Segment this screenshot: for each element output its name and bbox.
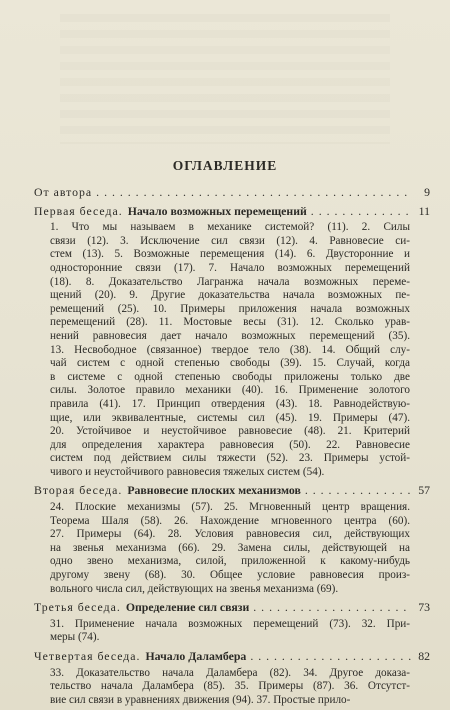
toc-leader-dots	[305, 484, 412, 498]
toc-entry	[34, 186, 430, 200]
toc-contents-line: правила (41). 17. Принцип отвердения (43). 18. Равнодействую-	[50, 397, 410, 410]
toc-leader-dots	[96, 186, 412, 200]
show-through-texture	[60, 14, 390, 144]
toc-contents-line: вие сил связи в уравнениях движения (94). 37. Простые прило-	[50, 693, 351, 706]
toc-entry	[34, 484, 430, 498]
toc-contents-line: ремещений (25). 10. Примеры приложения начала возможных	[50, 302, 410, 315]
toc-contents-line: для определения характера равновесия (50). 22. Равновесие	[50, 438, 410, 451]
toc-leader-dots	[253, 601, 412, 615]
toc-contents-line: меры (74).	[50, 631, 100, 644]
toc-entry-contents	[50, 221, 410, 479]
toc-entry	[34, 205, 430, 219]
toc-contents-line: односторонние связи (17). 7. Начало возможных перемещений	[50, 261, 410, 274]
toc-entry	[34, 650, 430, 664]
toc-contents-line: (18). 8. Доказательство Лагранжа начала возможных переме-	[50, 275, 410, 288]
toc-entry-title: Начало Даламбера	[145, 649, 247, 663]
toc-contents-line: щений (20). 9. Другие доказательства начала возможных пе-	[50, 289, 410, 302]
toc-entry-title: Определение сил связи	[125, 600, 250, 615]
toc-entry-title: Равновесие плоских механизмов	[127, 483, 301, 498]
toc-contents-line: вольного числа сил, действующих на звенья механизма (69).	[50, 582, 339, 595]
toc-contents-line: связи (12). 3. Исключение сил связи (12). 4. Равновесие си-	[50, 234, 410, 247]
toc-contents-line: нений равновесия дает начало возможных перемещений (35).	[50, 329, 410, 342]
toc-page-number: 9	[424, 185, 430, 199]
toc-contents-line: 33. Доказательство начала Даламбера (82). 34. Другое доказа-	[50, 666, 410, 679]
toc-page-number: 82	[418, 649, 430, 663]
toc-entry-contents	[50, 667, 410, 708]
toc-entry-label: От автора	[34, 185, 93, 199]
toc-entry-title: Начало возможных перемещений	[127, 203, 307, 218]
toc-contents-line: перемещений (28). 11. Мостовые весы (31). 12. Сколько урав-	[50, 316, 410, 329]
toc-contents-line: в системе с одной степенью свободы приложены только две	[50, 370, 410, 383]
toc-contents-line: тельство начала Даламбера (85). 35. Примеры (87). 36. Отсутст-	[50, 680, 410, 693]
toc-contents-line: стем (13). 5. Возможные перемещения (14). 6. Двусторонние и	[50, 248, 410, 261]
toc-contents-line: 27. Примеры (64). 28. Условия равновесия сил, действующих	[50, 528, 410, 541]
toc-leader-dots	[311, 205, 412, 219]
toc-entry-contents	[50, 501, 410, 596]
toc-entry-label: Четвертая беседа.	[34, 649, 141, 663]
toc-contents-line: Теорема Шаля (58). 26. Нахождение мгновенного центра (60).	[50, 514, 410, 527]
toc-contents-line: другому звену (68). 30. Общее условие равновесия произ-	[50, 569, 410, 582]
toc-entry-label: Вторая беседа.	[34, 483, 123, 498]
toc-contents-line: силы. Золотое правило механики (40). 16. Применение золотого	[50, 384, 410, 397]
toc-entry	[34, 601, 430, 615]
toc-contents-line: щие, или эквивалентные, системы сил (45). 19. Примеры (47).	[50, 411, 410, 424]
toc-contents-line: на звенья механизма (66). 29. Замена силы, действующей на	[50, 541, 410, 554]
toc-entry-label: Первая беседа.	[34, 203, 123, 218]
toc-contents-line: 24. Плоские механизмы (57). 25. Мгновенный центр вращения.	[50, 501, 410, 514]
toc-contents-line: 31. Применение начала возможных перемещений (73). 32. При-	[50, 617, 410, 630]
toc-contents-line: 13. Несвободное (связанное) твердое тело (38). 14. Общий слу-	[50, 343, 410, 356]
toc-heading: ОГЛАВЛЕНИЕ	[172, 158, 278, 173]
toc-entry-contents	[50, 618, 410, 645]
toc-page-number: 11	[418, 203, 430, 218]
toc-page-number: 73	[418, 600, 430, 615]
toc-contents-line: 20. Устойчивое и неустойчивое равновесие (48). 21. Критерий	[50, 425, 410, 438]
toc-contents-line: 1. Что мы называем в механике системой? (11). 2. Силы	[50, 221, 410, 234]
toc-entry-label: Третья беседа.	[34, 600, 121, 615]
toc-page-number: 57	[418, 483, 430, 498]
table-of-contents	[34, 186, 430, 707]
toc-contents-line: чай систем с одной степенью свободы (39). 15. Случай, когда	[50, 357, 410, 370]
toc-contents-line: систем под действием силы тяжести (52). 23. Примеры устой-	[50, 452, 410, 465]
toc-contents-line: одно звено механизма, силой, приложенной к какому-нибудь	[50, 555, 410, 568]
toc-contents-line: чивого и неустойчивого равновесия тяжелых систем (54).	[50, 465, 325, 478]
toc-leader-dots	[250, 650, 412, 664]
